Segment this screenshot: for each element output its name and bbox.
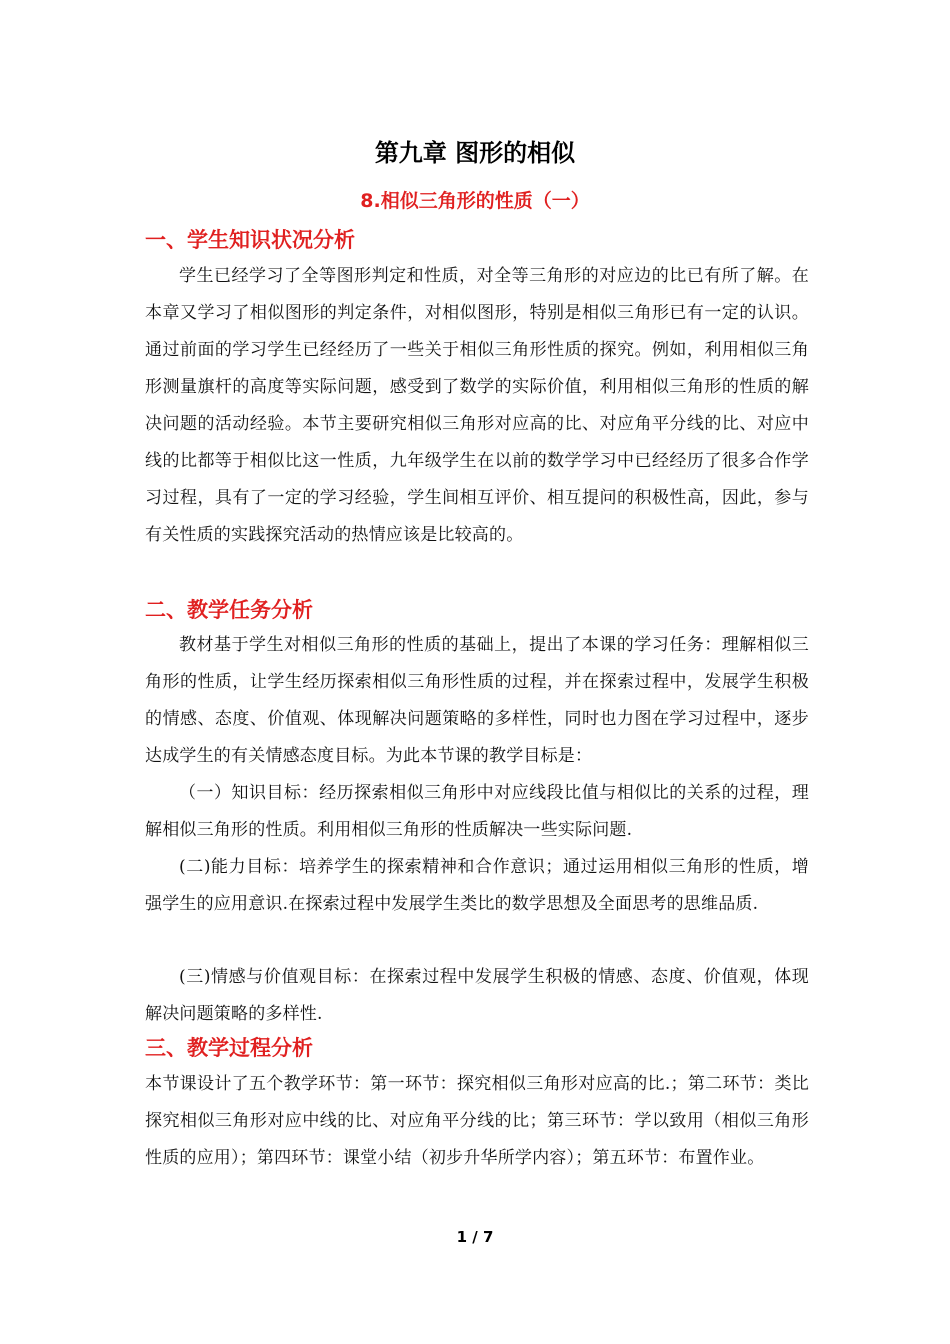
paragraph-knowledge-goal: （一）知识目标：经历探索相似三角形中对应线段比值与相似比的关系的过程，理解相似三角形的性质。利用相似三角形的性质解决一些实际问题. <box>145 783 809 840</box>
lesson-title: 8.相似三角形的性质（一） <box>360 190 590 212</box>
section-heading-task-analysis: 二、教学任务分析 <box>145 598 313 622</box>
section-heading-process-analysis: 三、教学过程分析 <box>145 1036 313 1060</box>
paragraph-student-analysis: 学生已经学习了全等图形判定和性质，对全等三角形的对应边的比已有所了解。在本章又学习了相似图形的判定条件，对相似图形，特别是相似三角形已有一定的认识。通过前面的学习学生已经经历了一些关于相似三角形性质的探究。例如，利用相似三角形测量旗杆的高度等实际问题，感受到了数学的实际价值，利用相似三角形的性质的解决问题的活动经验。本节主要研究相似三角形对应高的比、对应角平分线的比、对应中线的比都等于相似比这一性质，九年级学生在以前的数学学习中已经经历了很多合作学习过程，具有了一定的学习经验，学生间相互评价、相互提问的积极性高，因此，参与有关性质的实践探究活动的热情应该是比较高的。 <box>145 266 809 545</box>
paragraph-ability-goal: (二)能力目标：培养学生的探索精神和合作意识；通过运用相似三角形的性质，增强学生的应用意识.在探索过程中发展学生类比的数学思想及全面思考的思维品质. <box>145 857 809 914</box>
page-number: 1 / 7 <box>456 1228 494 1246</box>
chapter-title: 第九章 图形的相似 <box>374 139 576 167</box>
paragraph-task-analysis: 教材基于学生对相似三角形的性质的基础上，提出了本课的学习任务：理解相似三角形的性质，让学生经历探索相似三角形性质的过程，并在探索过程中，发展学生积极的情感、态度、价值观、体现解决问题策略的多样性，同时也力图在学习过程中，逐步达成学生的有关情感态度目标。为此本节课的教学目标是： <box>145 635 809 766</box>
section-heading-student-analysis: 一、学生知识状况分析 <box>145 228 355 252</box>
paragraph-process-analysis: 本节课设计了五个教学环节：第一环节：探究相似三角形对应高的比.；第二环节：类比探究相似三角形对应中线的比、对应角平分线的比；第三环节：学以致用（相似三角形性质的应用）；第四环节：课堂小结（初步升华所学内容）；第五环节：布置作业。 <box>145 1074 809 1168</box>
paragraph-emotion-goal: (三)情感与价值观目标：在探索过程中发展学生积极的情感、态度、价值观，体现解决问题策略的多样性. <box>145 967 809 1024</box>
